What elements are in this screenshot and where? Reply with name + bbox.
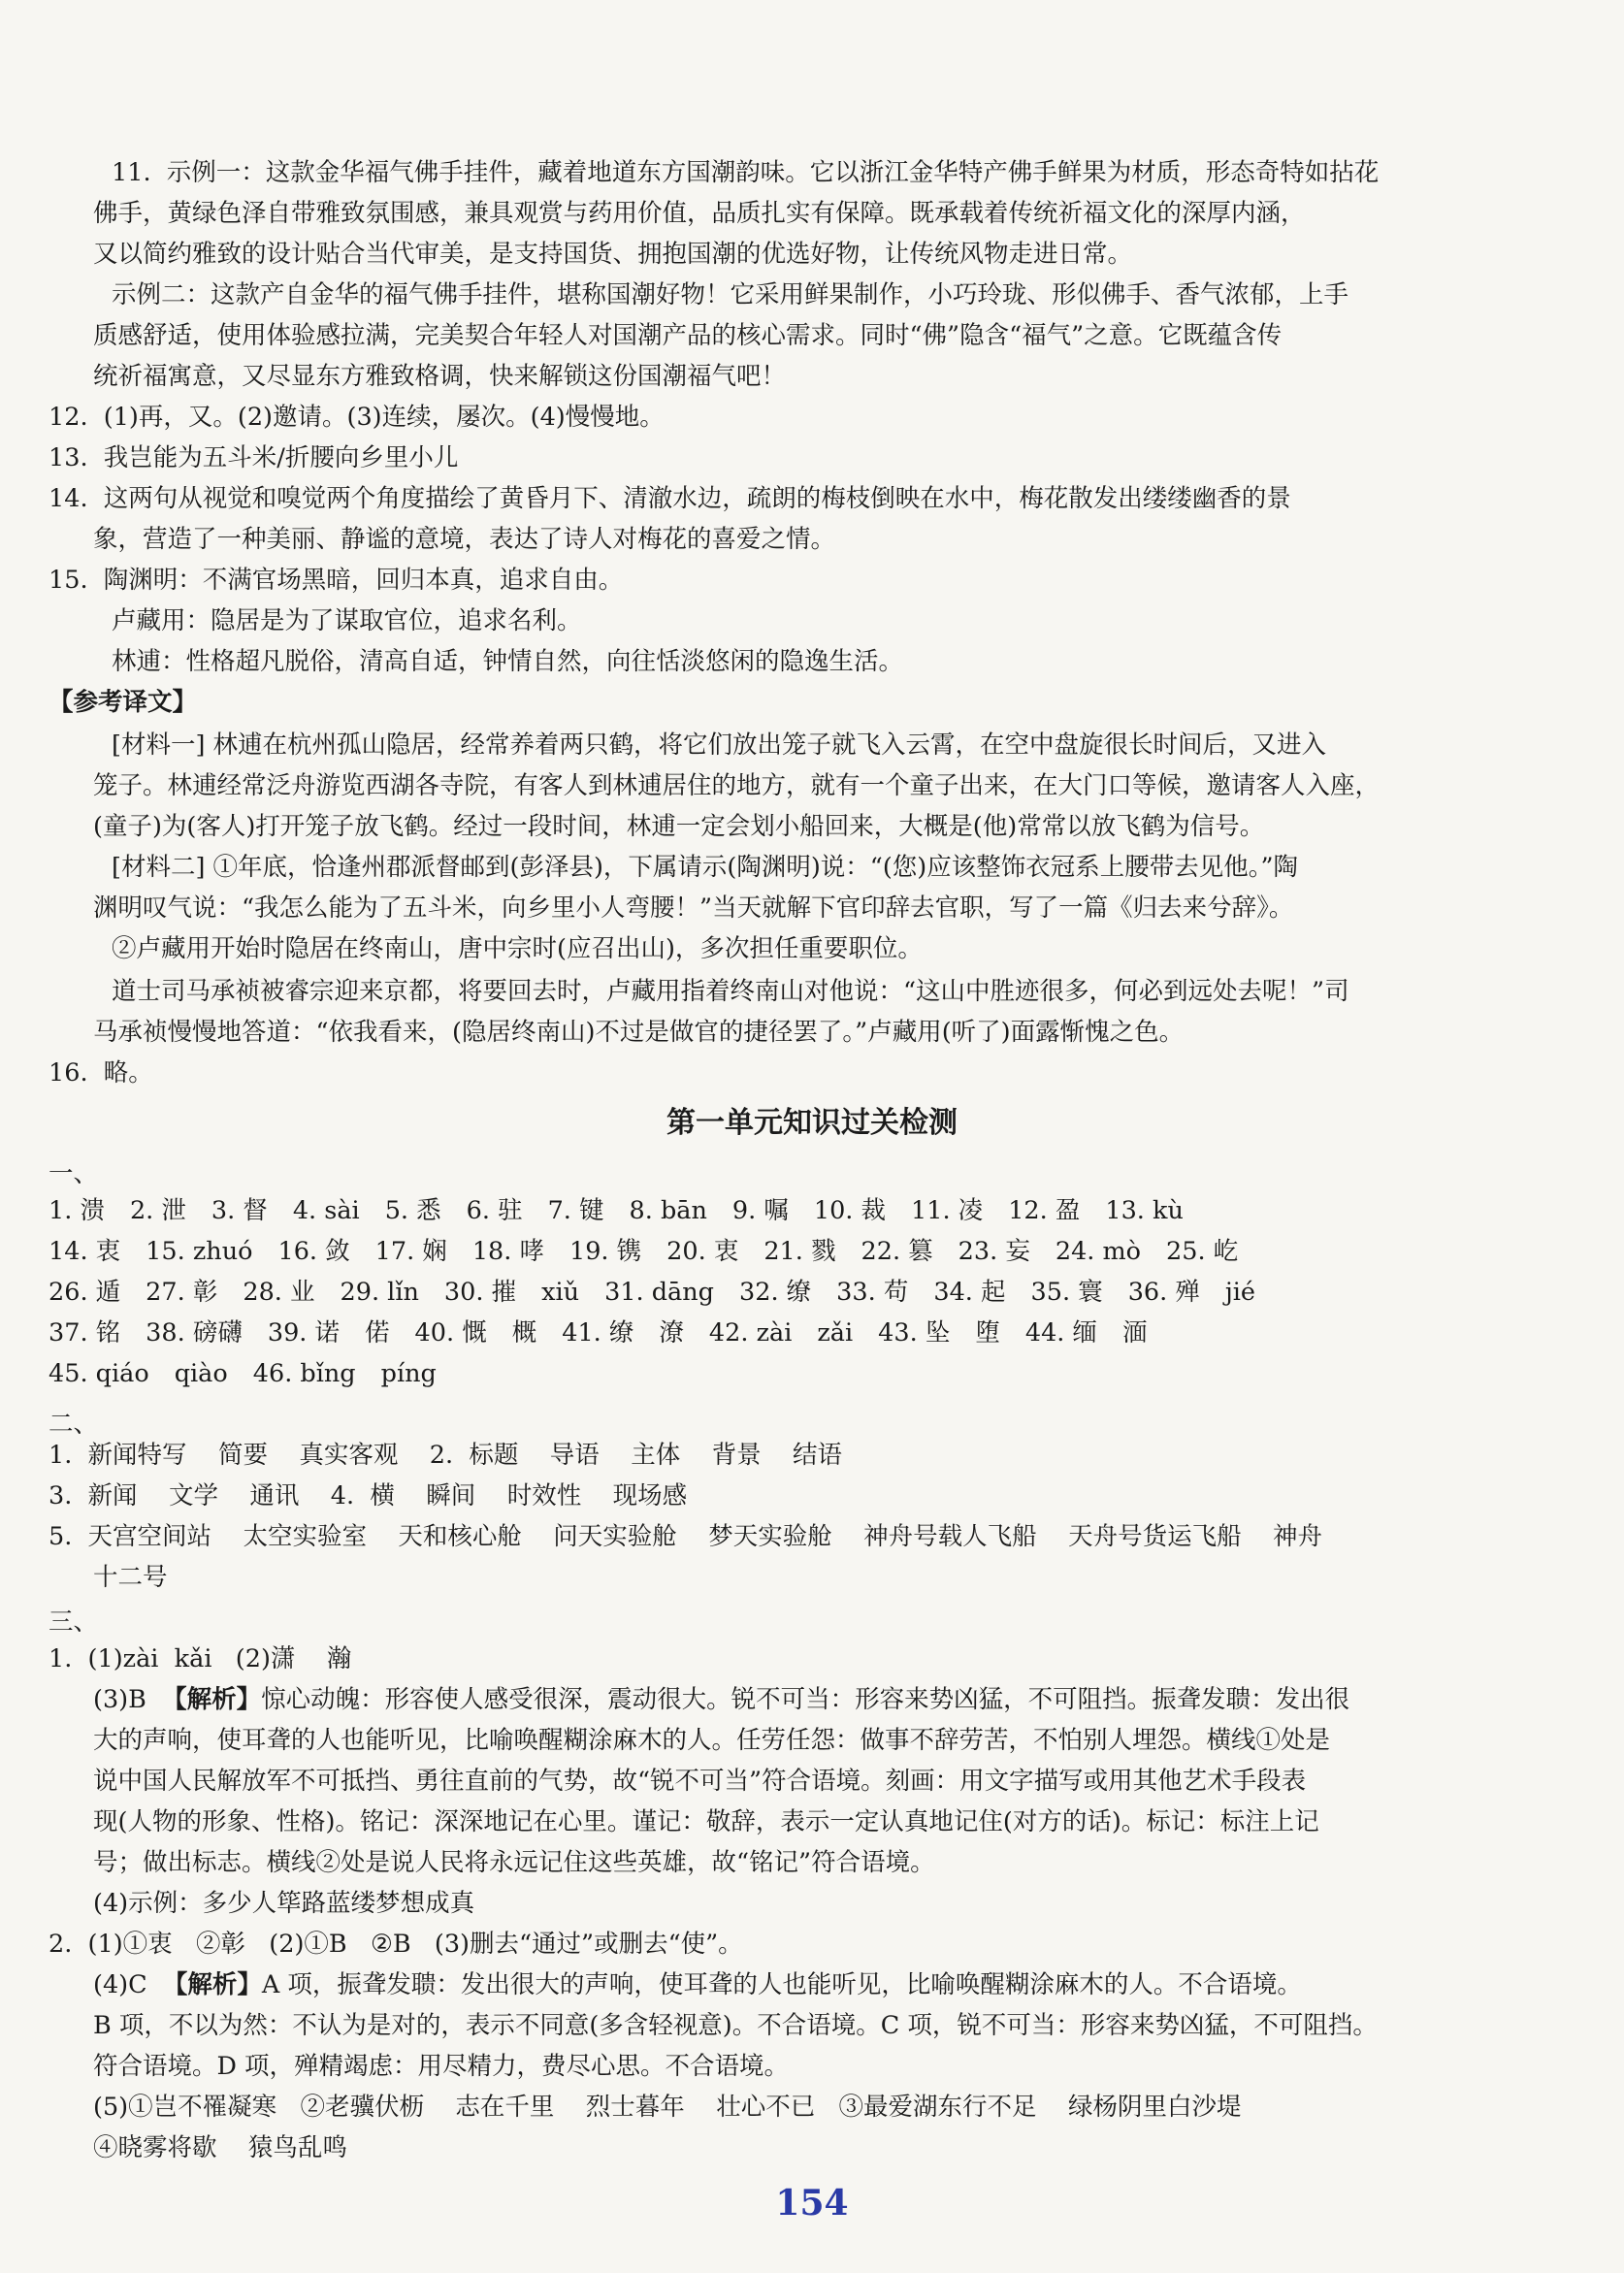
answer-item: 29. lǐn <box>340 1278 419 1307</box>
text-line: 符合语境。D 项，殚精竭虑：用尽精力，费尽心思。不合语境。 <box>93 2052 790 2081</box>
text-line: 质感舒适，使用体验感拉满，完美契合年轻人对国潮产品的核心需求。同时“佛”隐含“福气”之意。它既蕴含传 <box>93 321 1283 350</box>
answer-item: 15. zhuó <box>146 1237 253 1266</box>
answer-item: 2. 泄 <box>129 1196 186 1225</box>
answer-item: 18. 哮 <box>471 1237 544 1266</box>
answer-item: 12. 盈 <box>1008 1196 1081 1225</box>
answer-item: 24. mò <box>1055 1237 1142 1266</box>
text-line: 16. 略。 <box>49 1058 153 1088</box>
text-line: 说中国人民解放军不可抵挡、勇往直前的气势，故“锐不可当”符合语境。刻画：用文字描写或用其他艺术手段表 <box>93 1767 1307 1796</box>
answer-item: 40. 慨 <box>414 1318 487 1348</box>
text-line: 15. 陶渊明：不满官场黑暗，回归本真，追求自由。 <box>49 566 624 595</box>
reference-translation-heading: 【参考译文】 <box>49 688 198 717</box>
part-label: 三、 <box>49 1607 99 1637</box>
answer-item: 13. kù <box>1105 1196 1184 1225</box>
answer-item: 10. 裁 <box>813 1196 887 1225</box>
text-line: 大的声响，使耳聋的人也能听见，比喻唤醒糊涂麻木的人。任劳任怨：做事不辞劳苦，不怕别人埋怨。横线①处是 <box>93 1726 1331 1755</box>
answer-item: 6. 驻 <box>466 1196 523 1225</box>
answer-item: 34. 起 <box>933 1278 1006 1307</box>
text-line: 十二号 <box>93 1563 168 1592</box>
answer-grid-row <box>49 1354 1562 1393</box>
text-line: (5)①岂不罹凝寒 ②老骥伏枥 志在千里 烈士暮年 壮心不已 ③最爱湖东行不足 绿杨阴里白沙堤 <box>93 2093 1242 2122</box>
text-line: ④晓雾将歇 猿鸟乱鸣 <box>93 2133 347 2162</box>
answer-item: 14. 衷 <box>49 1237 121 1266</box>
answer-item: 湎 <box>1122 1318 1148 1348</box>
text-line: 卢藏用：隐居是为了谋取官位，追求名利。 <box>112 606 582 635</box>
answer-item: 35. 寰 <box>1030 1278 1103 1307</box>
text-line: (3)B 【解析】惊心动魄：形容使人感受很深，震动很大。锐不可当：形容来势凶猛，不可阻挡。振聋发聩：发出很 <box>93 1685 1350 1714</box>
answer-grid-row <box>49 1314 1562 1352</box>
text-line: 示例二：这款产自金华的福气佛手挂件，堪称国潮好物！它采用鲜果制作，小巧玲珑、形似佛手、香气浓郁，上手 <box>112 280 1349 309</box>
text-line: 1. (1)zài kǎi (2)潇 瀚 <box>49 1644 352 1673</box>
answer-grid-row <box>49 1273 1562 1312</box>
text-line: 渊明叹气说：“我怎么能为了五斗米，向乡里小人弯腰！”当天就解下官印辞去官职，写了一篇《归去来兮辞》。 <box>93 893 1294 923</box>
text-line: 1. 新闻特写 简要 真实客观 2. 标题 导语 主体 背景 结语 <box>49 1441 843 1470</box>
text-line: ②卢藏用开始时隐居在终南山，唐中宗时(应召出山)，多次担任重要职位。 <box>112 934 923 963</box>
answer-item: 41. 缭 <box>562 1318 634 1348</box>
answer-item: 1. 溃 <box>49 1196 105 1225</box>
answer-item: 43. 坠 <box>878 1318 951 1348</box>
answer-item: 37. 铭 <box>49 1318 121 1348</box>
answer-item: 32. 缭 <box>739 1278 812 1307</box>
text-line: 林逋：性格超凡脱俗，清高自适，钟情自然，向往恬淡悠闲的隐逸生活。 <box>112 647 904 676</box>
answer-item: 5. 悉 <box>384 1196 441 1225</box>
text-line: [材料二] ①年底，恰逢州郡派督邮到(彭泽县)，下属请示(陶渊明)说：“(您)应该整饰衣冠系上腰带去见他。”陶 <box>112 853 1299 882</box>
text-line: 又以简约雅致的设计贴合当代审美，是支持国货、拥抱国潮的优选好物，让传统风物走进日常。 <box>93 240 1133 269</box>
answer-item: zǎi <box>817 1318 854 1348</box>
text-line: [材料一] 林逋在杭州孤山隐居，经常养着两只鹤，将它们放出笼子就飞入云霄，在空中盘旋很长时间后，又进入 <box>112 731 1327 760</box>
answer-item: 22. 篡 <box>861 1237 933 1266</box>
answer-grid-row <box>49 1232 1562 1271</box>
text-line: 5. 天宫空间站 太空实验室 天和核心舱 问天实验舱 梦天实验舱 神舟号载人飞船 天舟号货运飞船 神舟 <box>49 1522 1323 1551</box>
text-line: 号；做出标志。横线②处是说人民将永远记住这些英雄，故“铭记”符合语境。 <box>93 1848 935 1877</box>
text-line: 象，营造了一种美丽、静谧的意境，表达了诗人对梅花的喜爱之情。 <box>93 525 836 554</box>
answer-item: 7. 键 <box>547 1196 604 1225</box>
text-line: 佛手，黄绿色泽自带雅致氛围感，兼具观赏与药用价值，品质扎实有保障。既承载着传统祈福文化的深厚内涵， <box>93 199 1306 228</box>
text-line: 马承祯慢慢地答道：“依我看来，(隐居终南山)不过是做官的捷径罢了。”卢藏用(听了)面露惭愧之色。 <box>93 1018 1185 1047</box>
text-line: 3. 新闻 文学 通讯 4. 横 瞬间 时效性 现场感 <box>49 1481 688 1510</box>
text-line: 11. 示例一：这款金华福气佛手挂件，藏着地道东方国潮韵味。它以浙江金华特产佛手鲜果为材质，形态奇特如拈花 <box>112 158 1380 187</box>
section-title: 第一单元知识过关检测 <box>666 1106 958 1140</box>
answer-item: xiǔ <box>541 1278 580 1307</box>
answer-item: 39. 诺 <box>267 1318 341 1348</box>
answer-item: 27. 彰 <box>146 1278 218 1307</box>
answer-item: jié <box>1224 1278 1256 1307</box>
answer-item: 26. 遁 <box>49 1278 121 1307</box>
answer-item: 25. 屹 <box>1166 1237 1239 1266</box>
text-line: (4)C 【解析】A 项，振聋发聩：发出很大的声响，使耳聋的人也能听见，比喻唤醒糊涂麻木的人。不合语境。 <box>93 1970 1302 1999</box>
answer-item: 概 <box>511 1318 537 1348</box>
text-line: 统祈福寓意，又尽显东方雅致格调，快来解锁这份国潮福气吧！ <box>93 362 787 391</box>
text-line: 笼子。林逋经常泛舟游览西湖各寺院，有客人到林逋居住的地方，就有一个童子出来，在大门口等候，邀请客人入座， <box>93 771 1380 800</box>
text-line: (童子)为(客人)打开笼子放飞鹤。经过一段时间，林逋一定会划小船回来，大概是(他)常常以放飞鹤为信号。 <box>93 812 1265 841</box>
answer-grid-row <box>49 1191 1562 1230</box>
text-line: 2. (1)①衷 ②彰 (2)①B ②B (3)删去“通过”或删去“使”。 <box>49 1930 743 1959</box>
answer-item: 偌 <box>365 1318 390 1348</box>
answer-item: 45. qiáo <box>49 1359 149 1388</box>
page-number: 154 <box>775 2183 849 2224</box>
answer-item: 36. 殚 <box>1127 1278 1200 1307</box>
answer-item: 11. 凌 <box>911 1196 984 1225</box>
answer-item: 23. 妄 <box>958 1237 1030 1266</box>
answer-item: 28. 业 <box>243 1278 315 1307</box>
answer-item: 19. 镌 <box>568 1237 642 1266</box>
answer-item: 4. sài <box>292 1196 360 1225</box>
answer-item: 潦 <box>659 1318 684 1348</box>
answer-item: 33. 苟 <box>836 1278 909 1307</box>
text-line: B 项，不以为然：不认为是对的，表示不同意(多含轻视意)。不合语境。C 项，锐不可当：形容来势凶猛，不可阻挡。 <box>93 2011 1378 2040</box>
answer-item: 3. 督 <box>211 1196 268 1225</box>
answer-item: 20. 衷 <box>666 1237 739 1266</box>
answer-item: 16. 敛 <box>277 1237 350 1266</box>
part-label: 一、 <box>49 1159 99 1188</box>
answer-item: 46. bǐng <box>252 1359 356 1388</box>
answer-item: qiào <box>174 1359 228 1388</box>
answer-item: 30. 摧 <box>443 1278 517 1307</box>
answer-item: 8. bān <box>629 1196 707 1225</box>
answer-item: 17. 娴 <box>374 1237 447 1266</box>
answer-item: 21. 戮 <box>763 1237 836 1266</box>
answer-item: 42. zài <box>708 1318 793 1348</box>
text-line: 14. 这两句从视觉和嗅觉两个角度描绘了黄昏月下、清澈水边，疏朗的梅枝倒映在水中，梅花散发出缕缕幽香的景 <box>49 484 1291 513</box>
text-line: 现(人物的形象、性格)。铭记：深深地记在心里。谨记：敬辞，表示一定认真地记住(对方的话)。标记：标注上记 <box>93 1807 1319 1836</box>
part-label: 二、 <box>49 1410 99 1439</box>
answer-item: 31. dāng <box>604 1278 714 1307</box>
answer-item: 38. 磅礴 <box>146 1318 243 1348</box>
answer-item: píng <box>380 1359 437 1388</box>
answer-item: 堕 <box>975 1318 1000 1348</box>
answer-item: 44. 缅 <box>1024 1318 1098 1348</box>
answer-item: 9. 嘱 <box>731 1196 789 1225</box>
text-line: 道士司马承祯被睿宗迎来京都，将要回去时，卢藏用指着终南山对他说：“这山中胜迹很多，何必到远处去呢！”司 <box>112 977 1349 1006</box>
text-line: 12. (1)再，又。(2)邀请。(3)连续，屡次。(4)慢慢地。 <box>49 403 665 432</box>
text-line: (4)示例：多少人筚路蓝缕梦想成真 <box>93 1889 475 1918</box>
text-line: 13. 我岂能为五斗米/折腰向乡里小儿 <box>49 443 459 472</box>
